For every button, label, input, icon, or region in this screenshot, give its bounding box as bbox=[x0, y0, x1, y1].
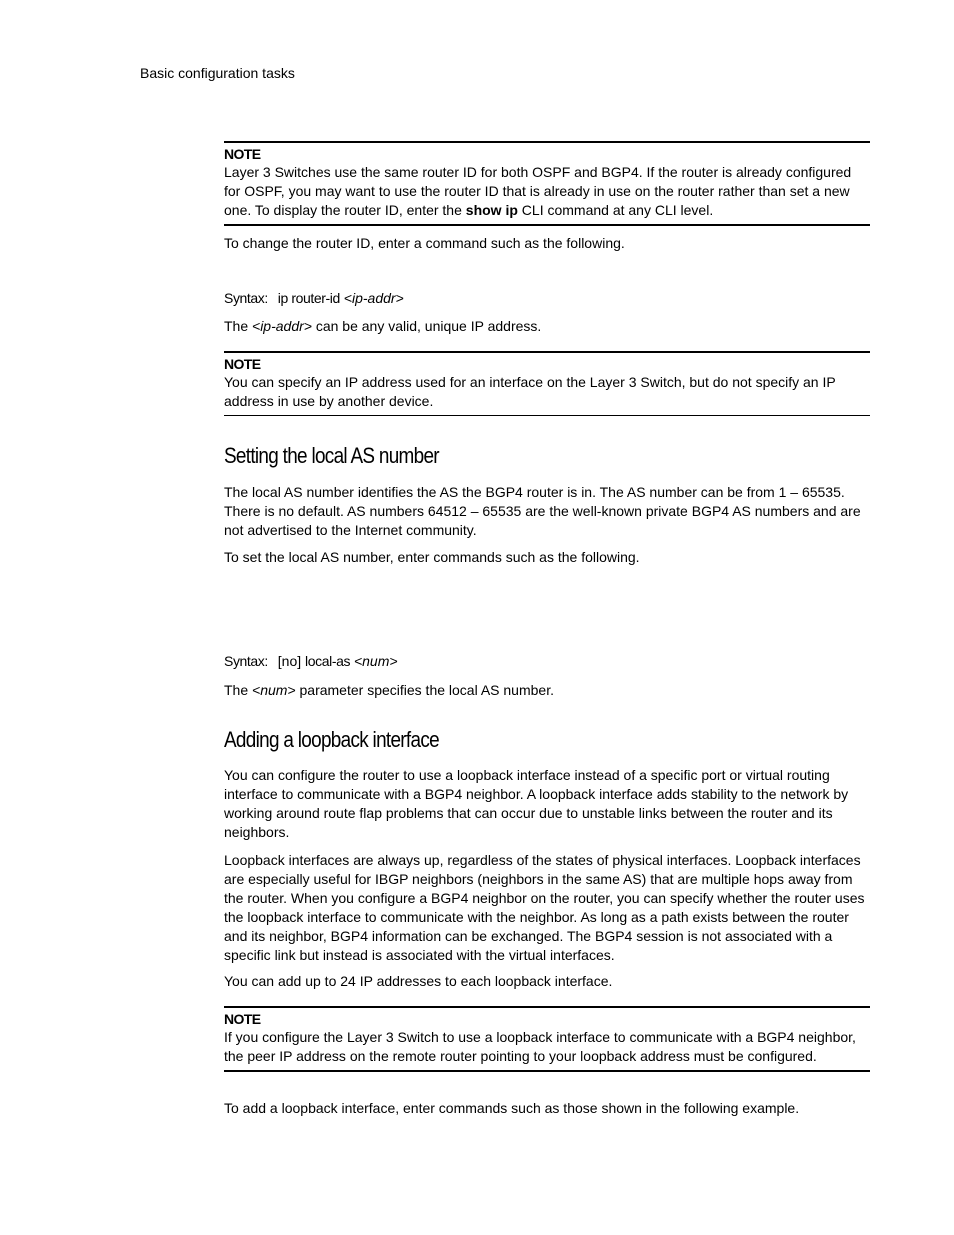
note-text: Layer 3 Switches use the same router ID for both OSPF and BGP4. If the router is already configured for OSPF, you may want to use the router ID that is already in use on the router rather than set a new one. To display the router ID, enter the show ip CLI command at any CLI level. bbox=[224, 164, 852, 218]
heading-setting-local-as: Setting the local AS number bbox=[224, 443, 439, 468]
note-text: If you configure the Layer 3 Switch to use a loopback interface to communicate with a BGP4 neighbor, the peer IP address on the remote router pointing to your loopback address must be configured. bbox=[224, 1029, 856, 1064]
syntax-param: <ip-addr> bbox=[343, 290, 404, 306]
paragraph-local-as: The local AS number identifies the AS the BGP4 router is in. The AS number can be from 1 – 65535. There is no default. AS numbers 64512 – 65535 are the well-known private BGP4 AS numbers and are not advertised to the Internet community. bbox=[224, 484, 861, 538]
paragraph-loopback-3: You can add up to 24 IP addresses to each loopback interface. bbox=[224, 973, 613, 989]
paragraph-num: The <num> parameter specifies the local AS number. bbox=[224, 682, 554, 698]
syntax-optional: [no] bbox=[277, 653, 302, 669]
note-router-id bbox=[224, 141, 870, 226]
note-title: NOTE bbox=[224, 1011, 261, 1027]
paragraph-loopback-1: You can configure the router to use a loopback interface instead of a specific port or virtual routing interface to communicate with a BGP4 neighbor. A loopback interface adds stability to the network by working around route flap problems that can occur due to unstable links between the router and its neighbors. bbox=[224, 767, 849, 840]
syntax-command: ip router-id bbox=[277, 290, 340, 306]
show-ip-command: show ip bbox=[465, 202, 518, 218]
paragraph-change-router-id: To change the router ID, enter a command such as the following. bbox=[224, 235, 625, 251]
note-loopback-peer bbox=[224, 1006, 870, 1072]
note-text: You can specify an IP address used for an interface on the Layer 3 Switch, but do not specify an IP address in use by another device. bbox=[224, 374, 836, 409]
syntax-label: Syntax: bbox=[224, 290, 268, 306]
paragraph-loopback-2: Loopback interfaces are always up, regardless of the states of physical interfaces. Loopback interfaces are especially useful for IBGP neighbors (neighbors in the same AS) that are multiple hops away from the router. When you configure a BGP4 neighbor on the router, you can specify whether the router uses the loopback interface to communicate with the neighbor. As long as a path exists between the router and its neighbor, BGP4 information can be exchanged. The BGP4 session is not associated with a specific link but instead is associated with the virtual interfaces. bbox=[224, 852, 865, 963]
syntax-command: local-as bbox=[305, 653, 351, 669]
note-title: NOTE bbox=[224, 356, 261, 372]
paragraph-ip-addr: The <ip-addr> can be any valid, unique IP address. bbox=[224, 318, 542, 334]
running-header: Basic configuration tasks bbox=[140, 65, 295, 81]
syntax-label: Syntax: bbox=[224, 653, 268, 669]
syntax-ip-router-id bbox=[224, 290, 404, 306]
heading-adding-loopback: Adding a loopback interface bbox=[224, 727, 439, 752]
syntax-param: <num> bbox=[353, 653, 398, 669]
syntax-local-as bbox=[224, 653, 398, 669]
paragraph-add-loopback: To add a loopback interface, enter commands such as those shown in the following example. bbox=[224, 1100, 800, 1116]
note-title: NOTE bbox=[224, 146, 261, 162]
paragraph-set-local-as: To set the local AS number, enter commands such as the following. bbox=[224, 549, 640, 565]
note-ip-address bbox=[224, 351, 870, 416]
